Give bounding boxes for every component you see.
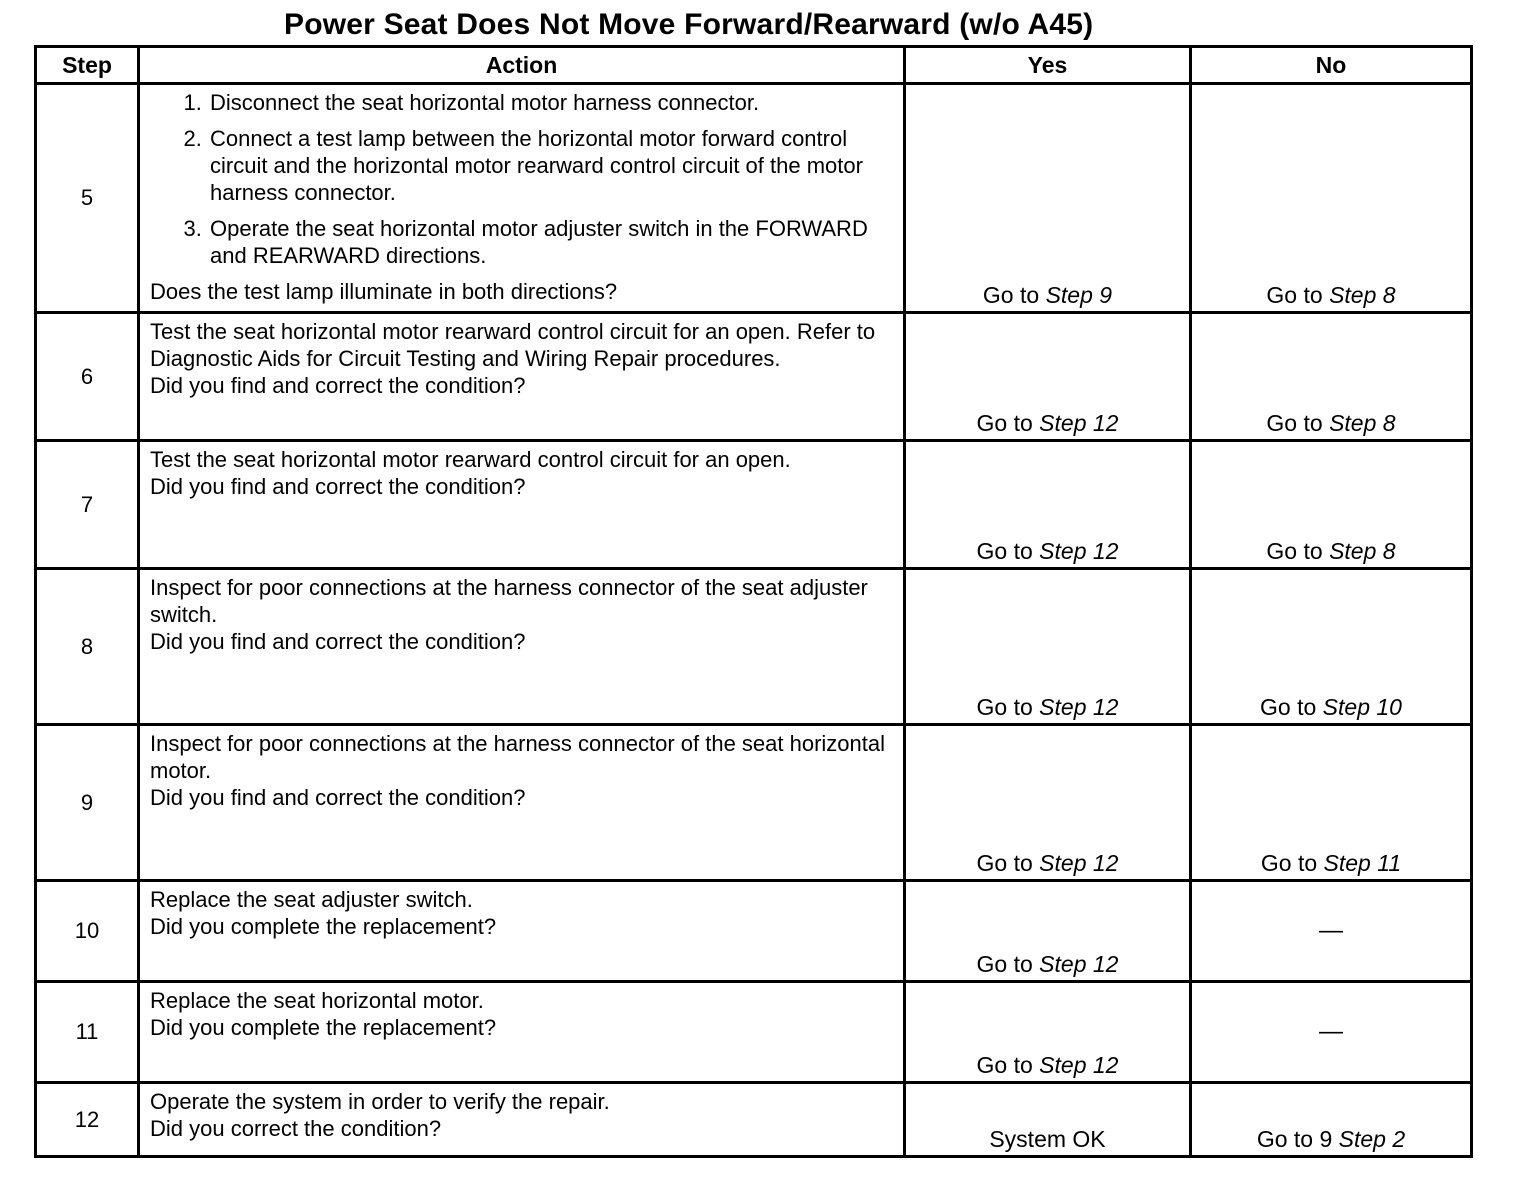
no-cell bbox=[1191, 725, 1472, 881]
header-row bbox=[36, 47, 1472, 84]
header-no: No bbox=[1191, 47, 1472, 84]
no-cell-dash: — bbox=[1191, 881, 1472, 982]
action-text: Inspect for poor connections at the harness connector of the seat adjuster switch. bbox=[150, 575, 868, 627]
no-prefix: Go to bbox=[1266, 282, 1323, 308]
step-number: 8 bbox=[36, 569, 139, 725]
no-step-ref: Step 8 bbox=[1329, 410, 1396, 436]
step-number: 11 bbox=[36, 982, 139, 1083]
diagnostic-table bbox=[34, 45, 1473, 1158]
action-text: Replace the seat horizontal motor. bbox=[150, 988, 484, 1013]
question-text: Did you find and correct the condition? bbox=[150, 474, 526, 499]
header-action: Action bbox=[139, 47, 905, 84]
no-step-ref: Step 11 bbox=[1323, 850, 1402, 876]
action-cell bbox=[139, 881, 905, 982]
action-text: Operate the system in order to verify the repair. bbox=[150, 1089, 610, 1114]
step-number: 6 bbox=[36, 313, 139, 441]
action-cell bbox=[139, 1083, 905, 1157]
action-list bbox=[150, 89, 893, 278]
list-item: 1. Disconnect the seat horizontal motor harness connector. bbox=[208, 89, 893, 116]
yes-cell: System OK bbox=[905, 1083, 1191, 1157]
step-number: 9 bbox=[36, 725, 139, 881]
question-text: Did you find and correct the condition? bbox=[150, 629, 526, 654]
yes-step-ref: Step 12 bbox=[1039, 410, 1119, 436]
no-prefix: Go to 9 bbox=[1256, 1126, 1333, 1152]
list-item: 3. Operate the seat horizontal motor adjuster switch in the FORWARD and REARWARD directions. bbox=[208, 215, 893, 269]
action-cell bbox=[139, 569, 905, 725]
no-step-ref: Step 10 bbox=[1322, 694, 1402, 720]
page-title: Power Seat Does Not Move Forward/Rearward (w/o A45) bbox=[284, 8, 1094, 41]
question-text: Does the test lamp illuminate in both directions? bbox=[150, 279, 618, 304]
yes-prefix: Go to bbox=[976, 410, 1033, 436]
yes-prefix: Go to bbox=[982, 282, 1040, 308]
table-row bbox=[36, 725, 1472, 881]
no-cell bbox=[1191, 313, 1472, 441]
yes-step-ref: Step 12 bbox=[1039, 951, 1119, 977]
table-row bbox=[36, 881, 1472, 982]
table-row bbox=[36, 569, 1472, 725]
yes-prefix: Go to bbox=[976, 1052, 1033, 1078]
no-prefix: Go to bbox=[1266, 538, 1323, 564]
table-row bbox=[36, 441, 1472, 569]
yes-cell bbox=[905, 84, 1191, 313]
yes-step-ref: Step 12 bbox=[1039, 694, 1119, 720]
yes-cell bbox=[905, 441, 1191, 569]
yes-cell bbox=[905, 725, 1191, 881]
question-text: Did you find and correct the condition? bbox=[150, 373, 526, 398]
action-cell bbox=[139, 84, 905, 313]
action-text: Replace the seat adjuster switch. bbox=[150, 887, 473, 912]
no-step-ref: Step 8 bbox=[1329, 538, 1396, 564]
step-number: 12 bbox=[36, 1083, 139, 1157]
action-cell bbox=[139, 725, 905, 881]
yes-prefix: Go to bbox=[976, 694, 1033, 720]
yes-step-ref: Step 12 bbox=[1039, 850, 1119, 876]
yes-cell bbox=[905, 982, 1191, 1083]
question-text: Did you find and correct the condition? bbox=[150, 785, 526, 810]
yes-prefix: Go to bbox=[976, 850, 1033, 876]
no-prefix: Go to bbox=[1266, 410, 1323, 436]
action-cell bbox=[139, 982, 905, 1083]
step-number: 5 bbox=[36, 84, 139, 313]
table-row bbox=[36, 313, 1472, 441]
no-cell-dash: — bbox=[1191, 982, 1472, 1083]
no-step-ref: Step 8 bbox=[1329, 282, 1396, 308]
yes-step-ref: Step 12 bbox=[1039, 1052, 1119, 1078]
action-text: Inspect for poor connections at the harness connector of the seat horizontal motor. bbox=[150, 731, 886, 783]
no-cell bbox=[1191, 84, 1472, 313]
yes-prefix: Go to bbox=[976, 951, 1033, 977]
no-cell bbox=[1191, 441, 1472, 569]
no-cell bbox=[1191, 569, 1472, 725]
question-text: Did you complete the replacement? bbox=[150, 914, 497, 939]
action-cell bbox=[139, 313, 905, 441]
header-step: Step bbox=[36, 47, 139, 84]
list-item: 2. Connect a test lamp between the horizontal motor forward control circuit and the horizontal motor rearward control circuit of the motor harness connector. bbox=[208, 125, 893, 206]
question-text: Did you correct the condition? bbox=[150, 1116, 442, 1141]
table-row bbox=[36, 982, 1472, 1083]
header-yes: Yes bbox=[905, 47, 1191, 84]
question-text: Did you complete the replacement? bbox=[150, 1015, 497, 1040]
table-row bbox=[36, 84, 1472, 313]
no-cell bbox=[1191, 1083, 1472, 1157]
table-row bbox=[36, 1083, 1472, 1157]
no-prefix: Go to bbox=[1260, 850, 1318, 876]
yes-cell bbox=[905, 313, 1191, 441]
action-cell bbox=[139, 441, 905, 569]
yes-cell bbox=[905, 569, 1191, 725]
step-number: 10 bbox=[36, 881, 139, 982]
no-step-ref: Step 2 bbox=[1338, 1126, 1406, 1152]
yes-step-ref: Step 9 bbox=[1045, 282, 1113, 308]
action-text: Test the seat horizontal motor rearward control circuit for an open. Refer to Diagnostic Aids for Circuit Testing and Wiring Repair procedures. bbox=[150, 319, 876, 371]
no-prefix: Go to bbox=[1260, 694, 1317, 720]
yes-step-ref: Step 12 bbox=[1039, 538, 1119, 564]
action-text: Test the seat horizontal motor rearward control circuit for an open. bbox=[150, 447, 791, 472]
step-number: 7 bbox=[36, 441, 139, 569]
yes-prefix: Go to bbox=[976, 538, 1033, 564]
yes-cell bbox=[905, 881, 1191, 982]
